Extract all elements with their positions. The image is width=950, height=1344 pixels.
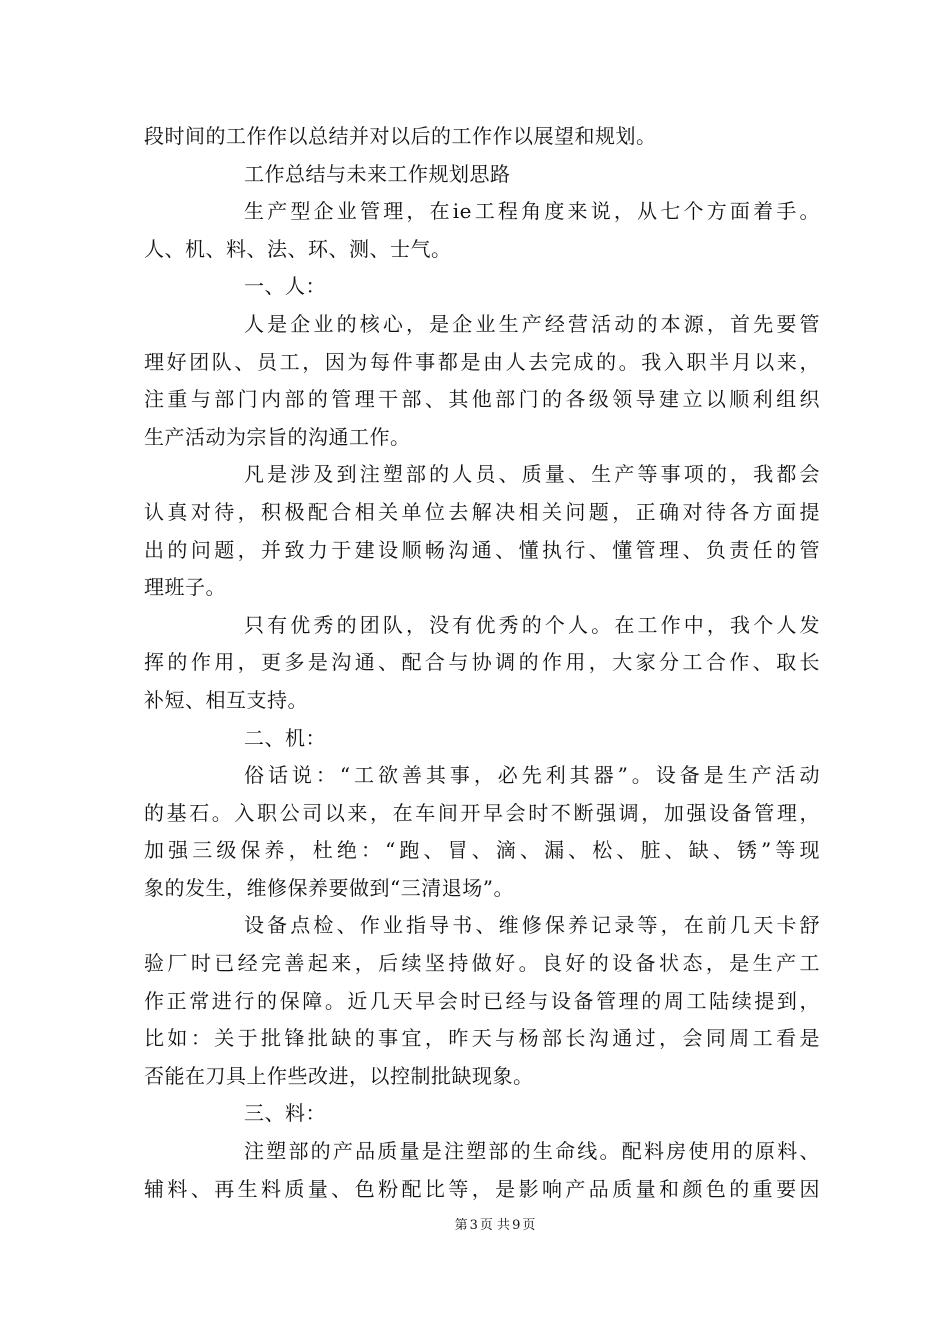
text-line: 一、人： — [244, 274, 326, 299]
text-line: 注塑部的产品质量是注塑部的生命线。配料房使用的原料、 — [244, 1139, 820, 1164]
text-line: 俗话说：“工欲善其事，必先利其器”。设备是生产活动 — [244, 763, 820, 788]
footer-suffix: 页 — [522, 1218, 536, 1233]
text-line: 注重与部门内部的管理干部、其他部门的各级领导建立以顺利组织 — [144, 387, 820, 412]
footer-middle: 页 共 — [479, 1218, 511, 1233]
text-line: 生产型企业管理，在ie工程角度来说，从七个方面着手。 — [244, 199, 820, 224]
text-line: 的基石。入职公司以来，在车间开早会时不断强调，加强设备管理， — [144, 800, 820, 825]
text-line: 出的问题，并致力于建设顺畅沟通、懂执行、懂管理、负责任的管 — [144, 537, 820, 562]
text-line: 象的发生，维修保养要做到“三清退场”。 — [144, 875, 514, 900]
text-line: 挥的作用，更多是沟通、配合与协调的作用，大家分工合作、取长 — [144, 650, 820, 675]
text-line: 补短、相互支持。 — [144, 687, 308, 712]
text-line: 凡是涉及到注塑部的人员、质量、生产等事项的，我都会 — [244, 462, 820, 487]
text-line: 设备点检、作业指导书、维修保养记录等，在前几天卡舒 — [244, 913, 820, 938]
text-line: 验厂时已经完善起来，后续坚持做好。良好的设备状态，是生产工 — [144, 951, 820, 976]
text-line: 比如：关于批锋批缺的事宜，昨天与杨部长沟通过，会同周工看是 — [144, 1026, 820, 1051]
text-line: 加强三级保养，杜绝：“跑、冒、滴、漏、松、脏、缺、锈”等现 — [144, 838, 820, 863]
text-line: 段时间的工作作以总结并对以后的工作作以展望和规划。 — [144, 124, 657, 148]
text-line: 辅料、再生料质量、色粉配比等，是影响产品质量和颜色的重要因 — [144, 1176, 820, 1201]
text-line: 认真对待，积极配合相关单位去解决相关问题，正确对待各方面提 — [144, 499, 820, 524]
text-line: 人、机、料、法、环、测、士气。 — [144, 236, 452, 261]
text-line: 工作总结与未来工作规划思路 — [244, 161, 511, 186]
text-line: 三、料： — [244, 1101, 326, 1126]
footer-current-page: 3 — [469, 1218, 478, 1233]
page-footer — [0, 1217, 950, 1235]
text-line: 只有优秀的团队，没有优秀的个人。在工作中，我个人发 — [244, 612, 820, 637]
text-line: 理班子。 — [144, 575, 226, 600]
text-line: 作正常进行的保障。近几天早会时已经与设备管理的周工陆续提到， — [144, 988, 820, 1013]
text-line: 理好团队、员工，因为每件事都是由人去完成的。我入职半月以来， — [144, 349, 820, 374]
footer-total-pages: 9 — [512, 1218, 521, 1233]
text-line: 生产活动为宗旨的沟通工作。 — [144, 424, 411, 449]
text-line: 否能在刀具上作些改进，以控制批缺现象。 — [144, 1063, 534, 1088]
footer-prefix: 第 — [454, 1218, 468, 1233]
text-line: 人是企业的核心，是企业生产经营活动的本源，首先要管 — [244, 311, 820, 336]
document-body — [144, 118, 820, 1208]
text-line: 二、机： — [244, 725, 326, 750]
